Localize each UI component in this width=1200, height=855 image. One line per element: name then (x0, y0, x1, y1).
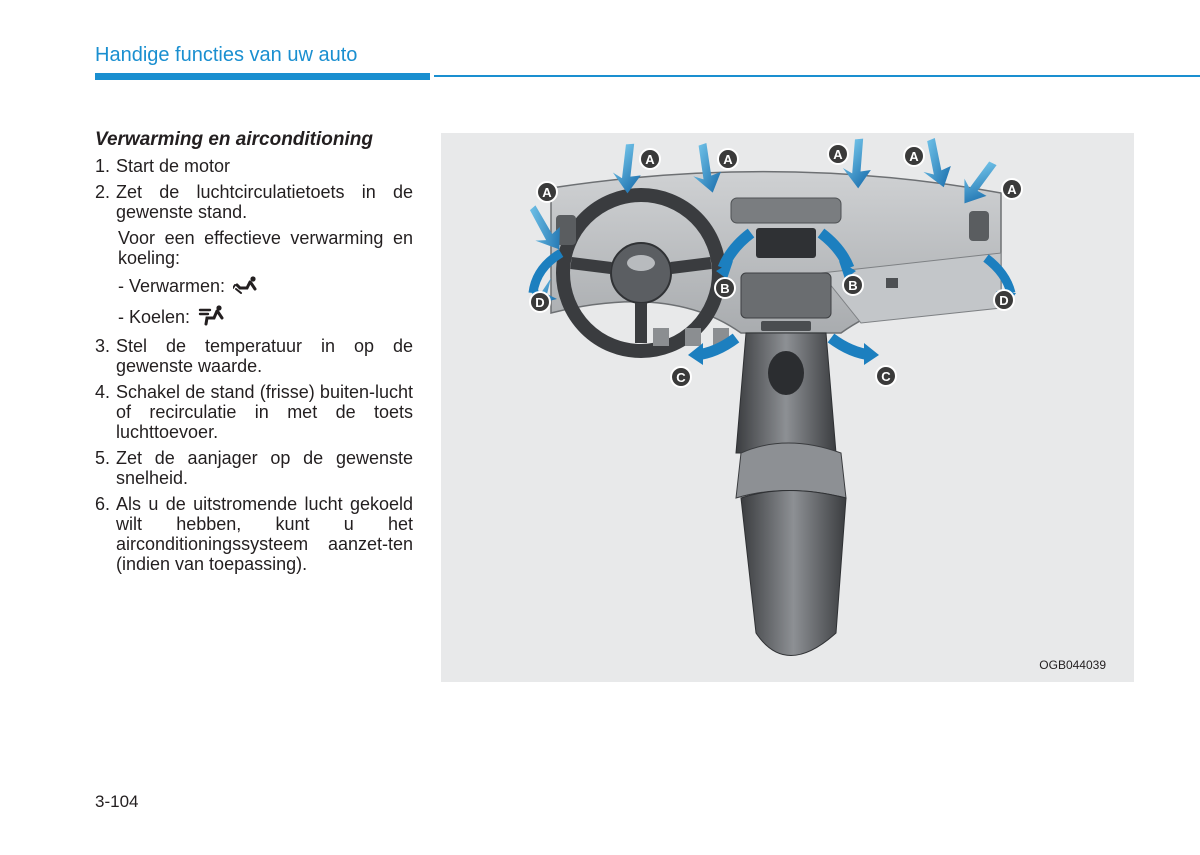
step-number: 6. (95, 494, 111, 514)
step-text: Start de motor (116, 156, 231, 176)
step-text: Schakel de stand (frisse) buiten-lucht of recirculatie in met de toets luchttoevoer. (116, 382, 413, 442)
dashboard-vent-figure (441, 133, 1134, 682)
running-header: Handige functies van uw auto (95, 44, 358, 66)
step-number: 2. (95, 182, 111, 202)
dashboard-illustration (441, 133, 1134, 682)
svg-text:C: C (881, 369, 891, 384)
step-number: 3. (95, 336, 111, 356)
svg-text:D: D (535, 295, 545, 310)
svg-text:B: B (720, 281, 730, 296)
step-text: Zet de aanjager op de gewenste snelheid. (116, 448, 413, 488)
step-4 (95, 382, 413, 442)
center-console (736, 333, 846, 656)
instructions-section (95, 130, 413, 580)
cool-mode-line (118, 304, 413, 330)
svg-text:D: D (999, 293, 1009, 308)
heat-mode-line (118, 274, 413, 298)
step-number: 1. (95, 156, 111, 176)
step-text: Als u de uitstromende lucht gekoeld wilt hebben, kunt u het airconditioningssysteem aanzet-ten (indien van toepassing). (116, 494, 413, 574)
header-rule-thick (95, 73, 430, 80)
cool-mode-label: - Koelen: (118, 307, 191, 327)
svg-text:A: A (1007, 182, 1017, 197)
floor-heat-mode-icon (233, 274, 261, 298)
step-number: 5. (95, 448, 111, 468)
step-number: 4. (95, 382, 111, 402)
svg-text:B: B (848, 278, 858, 293)
step-2-note: Voor een effectieve verwarming en koeling: (118, 228, 413, 268)
step-text: Stel de temperatuur in op de gewenste waarde. (116, 336, 413, 376)
face-vent-mode-icon (198, 304, 226, 330)
step-5 (95, 448, 413, 488)
page-number: 3-104 (95, 792, 139, 811)
step-6 (95, 494, 413, 574)
step-3 (95, 336, 413, 376)
svg-text:A: A (542, 185, 552, 200)
svg-text:A: A (645, 152, 655, 167)
step-text: Zet de luchtcirculatietoets in de gewenste stand. (116, 182, 413, 222)
section-title: Verwarming en airconditioning (95, 129, 373, 150)
side-vent-right (969, 211, 989, 241)
figure-code: OGB044039 (1039, 658, 1106, 672)
svg-text:A: A (723, 152, 733, 167)
heat-mode-label: - Verwarmen: (118, 276, 226, 296)
step-1 (95, 156, 413, 176)
svg-text:A: A (833, 147, 843, 162)
header-rule-thin (434, 75, 1200, 77)
step-2 (95, 182, 413, 222)
svg-text:A: A (909, 149, 919, 164)
svg-text:C: C (676, 370, 686, 385)
